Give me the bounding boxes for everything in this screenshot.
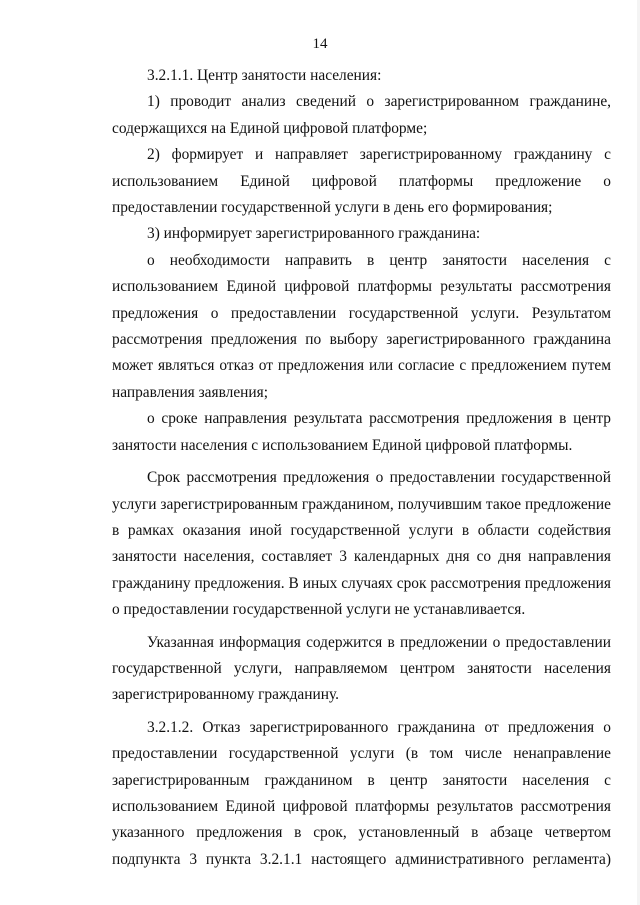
paragraph-information-contained: Указанная информация содержится в предложении о предоставлении государственной услуги, направляемом центром занятости населения зарегистрированному гражданину.: [112, 633, 611, 704]
section-paragraph-3-2-1-2: 3.2.1.2. Отказ зарегистрированного гражданина от предложения о предоставлении государственной услуги (в том числе ненаправление зарегистрированным гражданином в центр занятости населения с использованием Единой цифровой платформы результатов рассмотрения указанного предложения в срок, установленный в абзаце четвертом подпункта 3 пункта 3.2.1.1 настоящего административного регламента): [112, 718, 611, 868]
paragraph-item-2: 2) формирует и направляет зарегистрированному гражданину с использованием Единой цифровой платформы предложение о предоставлении государственной услуги в день его формирования;: [112, 146, 611, 217]
paragraph-item-3: 3) информирует зарегистрированного гражданина:: [147, 225, 481, 243]
section-heading-3-2-1-1: 3.2.1.1. Центр занятости населения:: [147, 67, 382, 84]
document-body: [112, 63, 611, 873]
paragraph-inform-necessity: о необходимости направить в центр занятости населения с использованием Единой цифровой платформы результаты рассмотрения предложения о предоставлении государственной услуги. Результатом рассмотрения предложения по выбору зарегистрированного гражданина может являться отказ от предложения или согласие с предложением путем направления заявления;: [112, 251, 611, 401]
paragraph-review-period: Срок рассмотрения предложения о предоставлении государственной услуги зарегистрированным гражданином, получившим такое предложение в рамках оказания иной государственной услуги в области содействия занятости населения, составляет 3 календарных дня со дня направления гражданину предложения. В иных случаях срок рассмотрения предложения о предоставлении государственной услуги не устанавливается.: [112, 469, 611, 619]
paragraph-inform-deadline: о сроке направления результата рассмотрения предложения в центр занятости населения с использованием Единой цифровой платформы.: [112, 410, 611, 454]
paragraph-item-1: 1) проводит анализ сведений о зарегистрированном гражданине, содержащихся на Единой цифровой платформе;: [112, 93, 611, 137]
page-number: 14: [312, 36, 328, 52]
